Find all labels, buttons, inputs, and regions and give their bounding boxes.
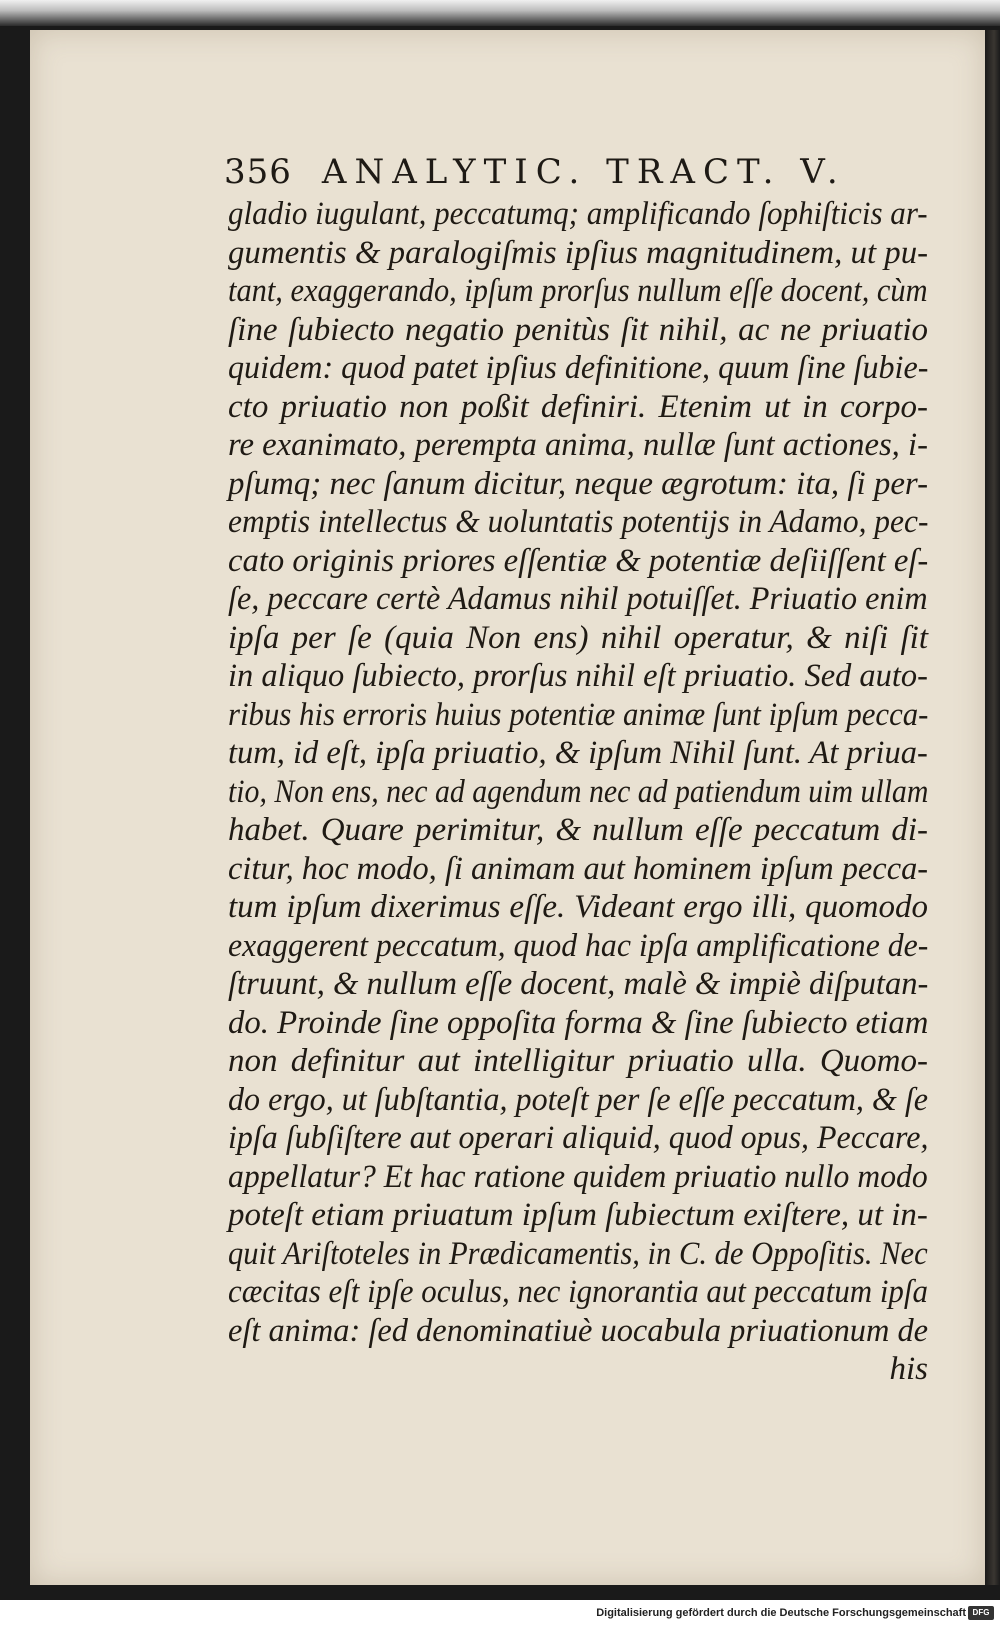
body-text (228, 195, 928, 1389)
text-line: do ergo, ut ſubſtantia, poteſt per ſe eſſe peccatum, & ſe (228, 1081, 929, 1118)
text-line: non definitur aut intelligitur priuatio ulla. Quomo- (228, 1043, 928, 1079)
text-line: citur, hoc modo, ſi animam aut hominem ipſum pecca- (228, 850, 929, 887)
page-edge (985, 30, 1000, 1585)
text-line: tum, id eſt, ipſa priuatio, & ipſum Nihil ſunt. At priua- (228, 735, 928, 771)
text-line: emptis intellectus & uoluntatis potentijs in Adamo, pec- (228, 504, 929, 540)
text-line: in aliquo ſubiecto, prorſus nihil eſt priuatio. Sed auto- (228, 658, 928, 694)
text-line: tant, exaggerando, ipſum prorſus nullum eſſe docent, cùm (228, 273, 928, 309)
text-line: ribus his erroris huius potentiæ animæ ſunt ipſum pecca- (228, 696, 929, 733)
dfg-logo: DFG (968, 1606, 994, 1620)
text-line: tum ipſum dixerimus eſſe. Videant ergo illi, quomodo (228, 889, 928, 925)
text-line: quidem: quod patet ipſius definitione, quum ſine ſubie- (228, 350, 929, 386)
text-line: cato originis priores eſſentiæ & potentiæ deſiiſſent eſ- (228, 542, 929, 579)
text-line: cæcitas eſt ipſe oculus, nec ignorantia aut peccatum ipſa (228, 1274, 928, 1310)
text-line: ipſa per ſe (quia Non ens) nihil operatur, & niſi ſit (228, 619, 928, 656)
funding-note: Digitalisierung gefördert durch die Deutsche Forschungsgemeinschaft (596, 1607, 966, 1619)
text-line: appellatur? Et hac ratione quidem priuatio nullo modo (228, 1158, 928, 1195)
text-line: ſtruunt, & nullum eſſe docent, malè & impiè diſputan- (228, 966, 929, 1002)
text-line: ſine ſubiecto negatio penitùs ſit nihil, ac ne priuatio (228, 311, 928, 348)
running-title: ANALYTIC. TRACT. V. (321, 152, 846, 192)
text-line: habet. Quare perimitur, & nullum eſſe peccatum di- (228, 812, 928, 848)
text-line: eſt anima: ſed denominatiuè uocabula priuationum de (228, 1312, 929, 1349)
text-line: cto priuatio non poßit definiri. Etenim ut in corpo- (228, 388, 928, 425)
text-line: do. Proinde ſine oppoſita forma & ſine ſubiecto etiam (228, 1004, 929, 1041)
text-line: poteſt etiam priuatum ipſum ſubiectum exiſtere, ut in- (228, 1197, 928, 1233)
text-line: exaggerent peccatum, quod hac ipſa amplificatione de- (228, 927, 929, 964)
text-line: quit Ariſtoteles in Prædicamentis, in C. de Oppoſitis. Nec (228, 1235, 928, 1272)
text-line: ſe, peccare certè Adamus nihil potuiſſet. Priuatio enim (228, 581, 928, 617)
text-line: gladio iugulant, peccatumq; amplificando ſophiſticis ar- (228, 196, 928, 232)
text-line: his (889, 1351, 928, 1387)
text-line: gumentis & paralogiſmis ipſius magnitudinem, ut pu- (228, 234, 929, 271)
page-header (224, 152, 924, 198)
text-line: pſumq; nec ſanum dicitur, neque ægrotum: ita, ſi per- (228, 465, 929, 502)
text-line: re exanimato, perempta anima, nullæ ſunt actiones, i- (228, 427, 928, 463)
text-line: tio, Non ens, nec ad agendum nec ad patiendum uim ullam (228, 773, 929, 810)
text-line: ipſa ſubſiſtere aut operari aliquid, quod opus, Peccare, (228, 1120, 929, 1156)
page-number: 356 (224, 152, 292, 192)
